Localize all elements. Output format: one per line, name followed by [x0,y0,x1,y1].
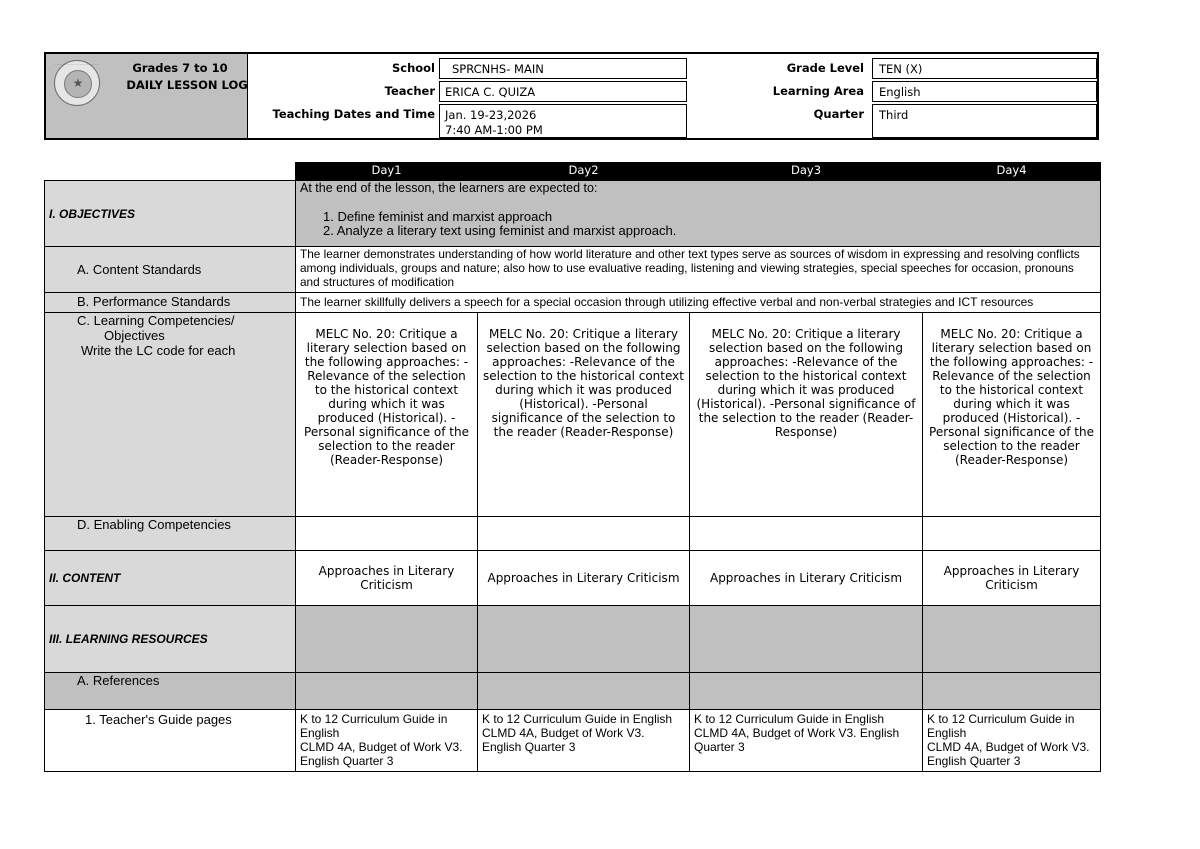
competencies-label-line3: Write the LC code for each [81,343,236,358]
day4-references [923,673,1101,710]
resources-row [45,606,1101,673]
teacher-value-box [439,81,687,102]
day3-content: Approaches in Literary Criticism [690,551,923,606]
header-title-cell [46,54,248,138]
day4-teachers-guide [923,710,1101,772]
dates-value-box [439,104,687,138]
objective-item-2: 2. Analyze a literary text using feminist and marxist approach. [323,223,677,238]
day4-resources [923,606,1101,673]
competencies-label [45,313,296,517]
day2-header: Day2 [478,163,690,181]
area-label: Learning Area [772,84,864,98]
objectives-intro: At the end of the lesson, the learners are expected to: [300,181,598,195]
day3-tg-line2: CLMD 4A, Budget of Work V3. English Quarter 3 [694,726,900,754]
day-header-row [45,163,1101,181]
day3-header: Day3 [690,163,923,181]
day2-resources [478,606,690,673]
day4-tg-line1: K to 12 Curriculum Guide in English [927,712,1075,740]
day4-enabling [923,517,1101,551]
lesson-plan-table [44,162,1101,772]
day3-enabling [690,517,923,551]
competencies-label-line1: C. Learning Competencies/ [77,313,235,328]
area-value: English [879,85,921,99]
objectives-label: I. OBJECTIVES [45,181,296,247]
day1-references [296,673,478,710]
performance-standards-row [45,293,1101,313]
day1-resources [296,606,478,673]
enabling-label: D. Enabling Competencies [45,517,296,551]
lesson-log-header [44,52,1099,140]
day4-header: Day4 [923,163,1101,181]
performance-standards-text: The learner skillfully delivers a speech for a special occasion through utilizing effective verbal and non-verbal strategies and ICT resources [296,293,1101,313]
day4-content: Approaches in Literary Criticism [923,551,1101,606]
day4-tg-line2: CLMD 4A, Budget of Work V3. English Quarter 3 [927,740,1090,768]
competencies-label-line2: Objectives [104,328,165,343]
deped-seal-icon: ····························· ★ [54,60,100,106]
day2-references [478,673,690,710]
resources-label: III. LEARNING RESOURCES [45,606,296,673]
quarter-value: Third [879,108,909,122]
school-label: School [391,61,435,75]
day2-teachers-guide [478,710,690,772]
objective-item-1: 1. Define feminist and marxist approach [323,208,553,224]
content-label: II. CONTENT [45,551,296,606]
grade-label: Grade Level [786,61,864,75]
school-value: SPRCNHS- MAIN [452,62,544,76]
dates-label: Teaching Dates and Time [272,107,435,121]
teacher-value: ERICA C. QUIZA [445,85,536,99]
day4-competency: MELC No. 20: Critique a literary selection based on the following approaches: -Relevance of the selection to the historical context during which it was produced (Historical). -Personal significance of the selection to the reader (Reader-Response) [923,313,1101,517]
teacher-label: Teacher [384,84,435,98]
dates-value-line1: Jan. 19-23,2026 [445,108,537,122]
references-row [45,673,1101,710]
day1-tg-line2: CLMD 4A, Budget of Work V3. English Quarter 3 [300,740,463,768]
day1-teachers-guide [296,710,478,772]
school-value-box [439,58,687,79]
day1-tg-line1: K to 12 Curriculum Guide in English [300,712,448,740]
content-standards-text: The learner demonstrates understanding of how world literature and other text types serve as sources of wisdom in expressing and resolving conflicts among individuals, groups and nature; also how to use evaluative reading, listening and viewing strategies, special speeches for occasion, pronouns and structures of modification [296,247,1101,293]
day-header-blank [45,163,296,181]
objectives-row [45,181,1101,247]
day3-teachers-guide [690,710,923,772]
performance-standards-label: B. Performance Standards [45,293,296,313]
quarter-value-box [872,104,1097,138]
day2-enabling [478,517,690,551]
day1-competency: MELC No. 20: Critique a literary selection based on the following approaches: -Relevance of the selection to the historical context during which it was produced (Historical). -Personal significance of the selection to the reader (Reader-Response) [296,313,478,517]
header-title-grades: Grades 7 to 10 [132,61,228,75]
objectives-cell [296,181,1101,247]
area-value-box [872,81,1097,102]
references-label: A. References [45,673,296,710]
day2-tg-line2: CLMD 4A, Budget of Work V3. English Quarter 3 [482,726,645,754]
competencies-row [45,313,1101,517]
day1-enabling [296,517,478,551]
content-standards-label: A. Content Standards [45,247,296,293]
grade-value: TEN (X) [879,62,923,76]
day3-references [690,673,923,710]
teachers-guide-label: 1. Teacher's Guide pages [45,710,296,772]
grade-value-box [872,58,1097,79]
content-row [45,551,1101,606]
day1-content: Approaches in Literary Criticism [296,551,478,606]
day3-resources [690,606,923,673]
enabling-row [45,517,1101,551]
day3-competency: MELC No. 20: Critique a literary selection based on the following approaches: -Relevance of the selection to the historical context during which it was produced (Historical). -Personal significance of the selection to the reader (Reader-Response) [690,313,923,517]
content-standards-row [45,247,1101,293]
teachers-guide-row [45,710,1101,772]
header-title-dll: DAILY LESSON LOG [126,78,248,92]
dates-value-line2: 7:40 AM-1:00 PM [445,123,543,137]
day3-tg-line1: K to 12 Curriculum Guide in English [694,712,885,726]
day1-header: Day1 [296,163,478,181]
quarter-label: Quarter [813,107,864,121]
day2-tg-line1: K to 12 Curriculum Guide in English [482,712,673,726]
day2-competency: MELC No. 20: Critique a literary selection based on the following approaches: -Relevance of the selection to the historical context during which it was produced (Historical). -Personal significance of the selection to the reader (Reader-Response) [478,313,690,517]
day2-content: Approaches in Literary Criticism [478,551,690,606]
